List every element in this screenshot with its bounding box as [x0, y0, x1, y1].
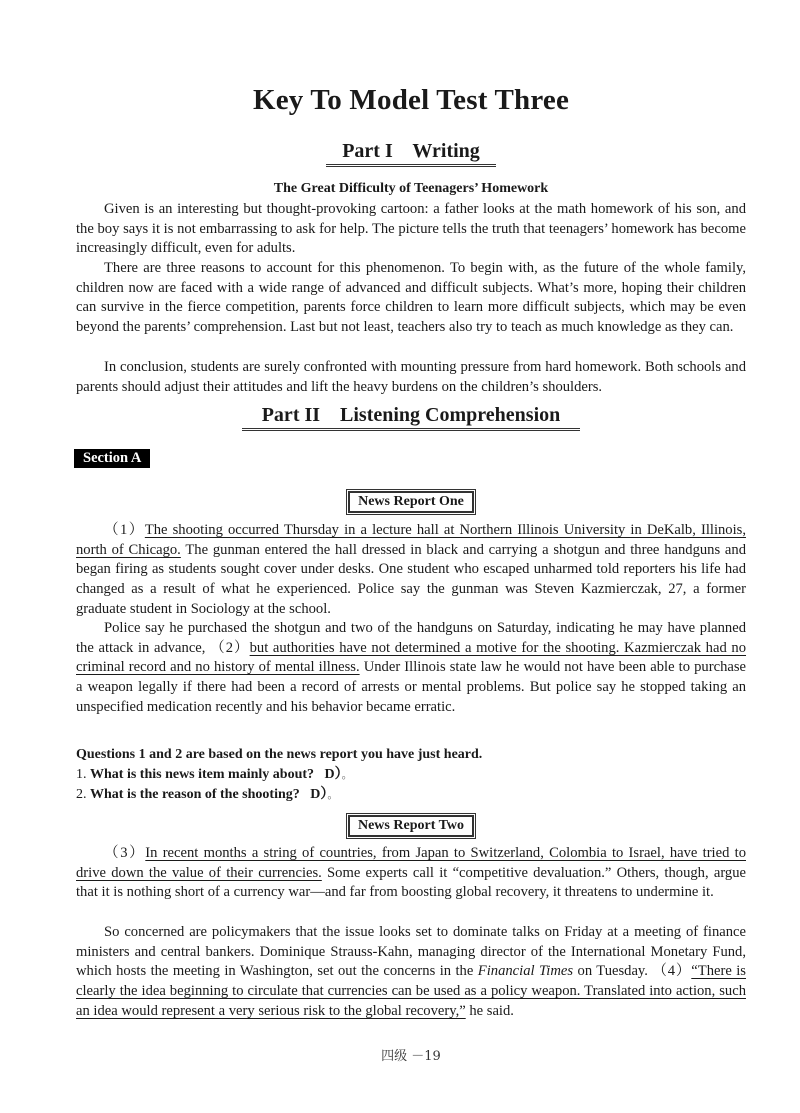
part-two-heading-text: Part II Listening Comprehension: [242, 404, 581, 431]
answer-marker-4: （4）: [652, 963, 692, 980]
page-title: Key To Model Test Three: [252, 84, 570, 116]
report-two-p2-mid: on Tuesday.: [573, 963, 653, 980]
question-1-answer: D）: [324, 766, 342, 782]
question-2: [76, 785, 746, 806]
part-two-heading: [76, 404, 746, 431]
section-a-badge: Section A: [74, 449, 150, 468]
answer-marker-3: （3）: [104, 845, 146, 861]
question-2-answer: D）: [310, 787, 328, 802]
report-one-p2-lead: Police say he purchased the shotgun and two of the handguns on Saturday, indicating he may have planned the attack in advance,: [76, 620, 746, 656]
report-one-p2-rest: Under Illinois state law he would not have been able to purchase a weapon legally if there had been a record of arrests or mental problems. But police say he stopped taking an unspecified medication recently and his behavior became erratic.: [76, 659, 746, 715]
page-footer: 四级 －19: [381, 1049, 441, 1064]
report-two-paragraph-1: [76, 844, 746, 903]
report-two-p1-rest: Some experts call it “competitive devaluation.” Others, though, argue that it is nothing short of a currency war—and far from boosting global recovery, it threatens to undermine it.: [76, 864, 747, 901]
question-1-end: 。: [341, 768, 353, 781]
report-two-p2-rest: he said.: [465, 1002, 514, 1019]
essay-title: The Great Difficulty of Teenagers’ Homework: [273, 181, 549, 196]
answer-underline-2: but authorities have not determined a motive for the shooting. Kazmierczak had no criminal record and no history of mental illness.: [76, 639, 747, 676]
questions-intro: Questions 1 and 2 are based on the news report you have just heard.: [76, 747, 483, 762]
essay-paragraph-3: In conclusion, students are surely confronted with mounting pressure from hard homework. Both schools and parents should adjust their attitudes and lift the heavy burdens on the children’s shoulders.: [76, 359, 746, 395]
publication-name: Financial Times: [477, 963, 574, 980]
answer-marker-1: （1）: [104, 522, 145, 538]
news-report-two-box: News Report Two: [348, 815, 474, 837]
part-one-heading-text: Part I Writing: [326, 140, 496, 167]
essay-paragraph-2: There are three reasons to account for this phenomenon. To begin with, as the future of the whole family, children now are faced with a wide range of advanced and difficult subjects. What’s more, hoping their children can survive in the fierce competition, parents force children to learn more difficult subjects, which may be even beyond the parents’ comprehension. Last but not least, teachers also try to teach as much knowledge as they can.: [76, 260, 746, 336]
part-one-heading: [76, 140, 746, 167]
report-one-paragraph-2: [76, 619, 746, 718]
report-two-paragraph-2: [76, 923, 746, 1022]
questions-block-1: [76, 745, 746, 806]
question-2-number: 2.: [76, 787, 87, 802]
news-report-one-label: [76, 491, 746, 513]
essay-paragraph-1: Given is an interesting but thought-provoking cartoon: a father looks at the math homework of his son, and the boy says it is not embarrassing to ask for help. The picture tells the truth that teenagers’ homework has become increasingly difficult, even for adults.: [76, 201, 746, 257]
news-report-two-label: [76, 815, 746, 837]
answer-underline-3: In recent months a string of countries, from Japan to Switzerland, Colombia to Israel, have tried to drive down the value of their currencies.: [76, 845, 746, 881]
answer-underline-1: The shooting occurred Thursday in a lecture hall at Northern Illinois University in DeKalb, Illinois, north of Chicago.: [76, 522, 746, 558]
question-1-number: 1.: [76, 766, 87, 782]
news-report-one-box: News Report One: [348, 491, 474, 513]
question-1: [76, 765, 746, 786]
question-1-text: What is this news item mainly about?: [90, 766, 315, 782]
answer-underline-4: “There is clearly the idea beginning to circulate that currencies can be used as a policy weapon. Translated into action, such an idea would represent a very serious risk to the global recovery,”: [76, 963, 746, 1019]
report-two-p2-lead: So concerned are policymakers that the issue looks set to dominate talks on Friday at a meeting of finance ministers and central bankers. Dominique Strauss-Kahn, managing director of the International Monetary Fund, which hosts the meeting in Washington, set out the concerns in the: [76, 924, 746, 980]
question-2-end: 。: [327, 789, 339, 801]
report-one-p1-rest: The gunman entered the hall dressed in black and carrying a shotgun and three handguns and began firing as students sought cover under desks. One student who escaped unharmed told reporters his life had changed as a result of what he experienced. Police say the gunman was Steven Kazmierczak, 27, a former graduate student in Sociology at the school.: [76, 541, 747, 617]
question-2-text: What is the reason of the shooting?: [90, 787, 300, 802]
answer-marker-2: （2）: [210, 639, 250, 656]
report-one-paragraph-1: [76, 521, 746, 620]
